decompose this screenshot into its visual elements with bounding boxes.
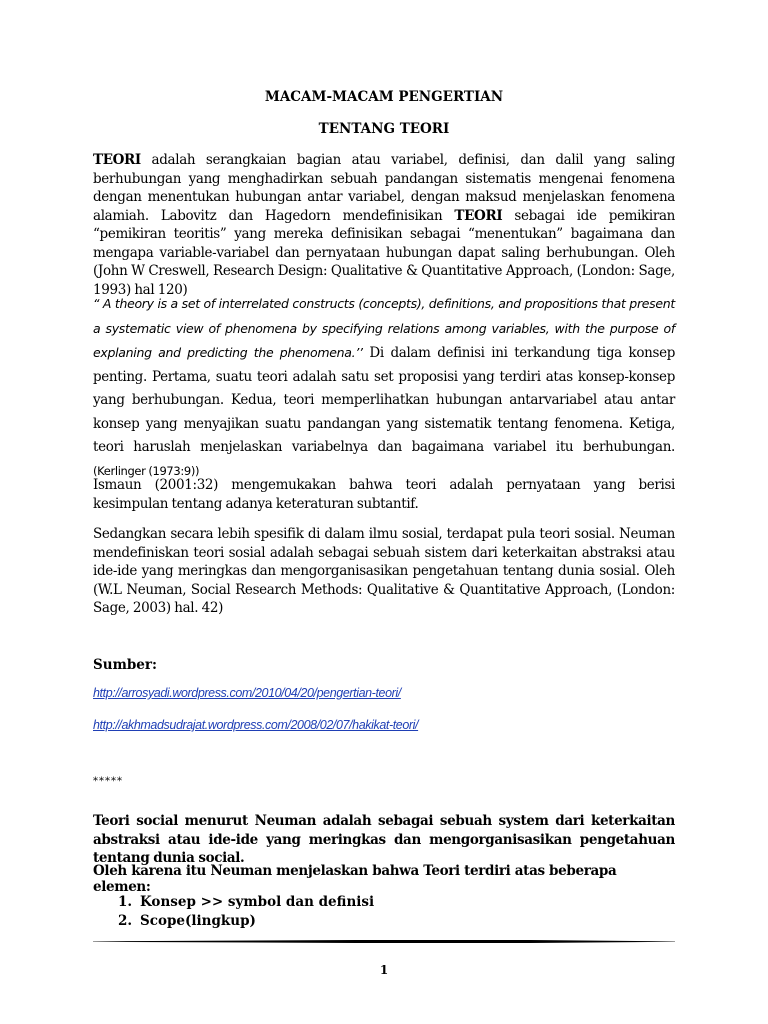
page-number: 1	[379, 963, 389, 977]
paragraph-ismaun: Ismaun (2001:32) mengemukakan bahwa teori adalah pernyataan yang berisi kesimpulan tentang adanya keteraturan subtantif.	[93, 477, 675, 512]
list-number: 1.	[118, 894, 133, 910]
paragraph-definition	[93, 151, 675, 299]
separator-stars: *****	[93, 776, 123, 787]
elements-list	[93, 893, 374, 930]
title-line-2: TENTANG TEORI	[318, 121, 450, 137]
paragraph-neuman: Sedangkan secara lebih spesifik di dalam ilmu sosial, terdapat pula teori sosial. Neuman mendefiniskan teori sosial adalah sebagai sebuah sistem dari keterkaitan abstraksi atau ide-ide yang meringkas dan mengorganisasikan pengetahuan tentang dunia sosial. Oleh (W.L Neuman, Social Research Methods: Qualitative & Quantitative Approach, (London: Sage, 2003) hal. 42)	[93, 526, 675, 616]
paragraph-text: Di dalam definisi ini terkandung tiga konsep penting. Pertama, suatu teori adalah satu set proposisi yang terdiri atas konsep-konsep yang berhubungan. Kedua, teori memperlihatkan hubungan antarvariabel atau antar konsep yang menyajikan suatu pandangan yang sistematik tentang fenomena. Ketiga, teori haruslah menjelaskan variabelnya dan bagaimana variabel itu berhubungan.	[93, 345, 676, 455]
source-link-1[interactable]: http://arrosyadi.wordpress.com/2010/04/20/pengertian-teori/	[93, 686, 401, 700]
list-item	[93, 893, 374, 912]
paragraph-text: sebagai ide pemikiran “pemikiran teoritis” yang mereka definisikan sebagai “menentukan” bagaimana dan mengapa variable-variabel dan pernyataan hubungan dapat saling berhubungan. Oleh (John W Creswell, Research Design: Qualitative & Quantitative Approach, (London: Sage, 1993) hal 120)	[93, 207, 676, 298]
term-teori: TEORI	[454, 207, 503, 224]
list-item-text: Konsep >> symbol dan definisi	[140, 894, 375, 910]
list-item-text: Scope(lingkup)	[140, 912, 256, 929]
source-link-2[interactable]: http://akhmadsudrajat.wordpress.com/2008/02/07/hakikat-teori/	[93, 718, 419, 732]
list-number: 2.	[118, 912, 133, 929]
sources-label: Sumber:	[93, 657, 157, 673]
paragraph-quote	[93, 292, 675, 483]
paragraph-text: adalah serangkaian bagian atau variabel, definisi, dan dalil yang saling berhubungan yang menghadirkan sebuah pandangan sistematis mengenai fenomena dengan menentukan hubungan antar variabel, dengan maksud menjelaskan fenomena alamiah. Labovitz dan Hagedorn mendefinisikan	[93, 152, 675, 224]
footer-rule	[93, 940, 675, 943]
paragraph-social-theory: Teori social menurut Neuman adalah sebagai sebuah system dari keterkaitan abstraksi atau ide-ide yang meringkas dan mengorganisasikan pengetahuan tentang dunia social.	[93, 813, 675, 866]
list-item	[93, 912, 374, 931]
english-quote: “ A theory is a set of interrelated constructs (concepts), definitions, and propositions that present a systematic view of phenomena by specifying relations among variables, with the purpose of explaning and predicting the phenomena.’’	[93, 296, 675, 360]
paragraph-elements-intro: Oleh karena itu Neuman menjelaskan bahwa Teori terdiri atas beberapa elemen:	[93, 863, 617, 895]
citation: (Kerlinger (1973:9))	[93, 463, 200, 478]
title-line-1: MACAM-MACAM PENGERTIAN	[264, 89, 504, 105]
term-teori: TEORI	[93, 152, 141, 168]
